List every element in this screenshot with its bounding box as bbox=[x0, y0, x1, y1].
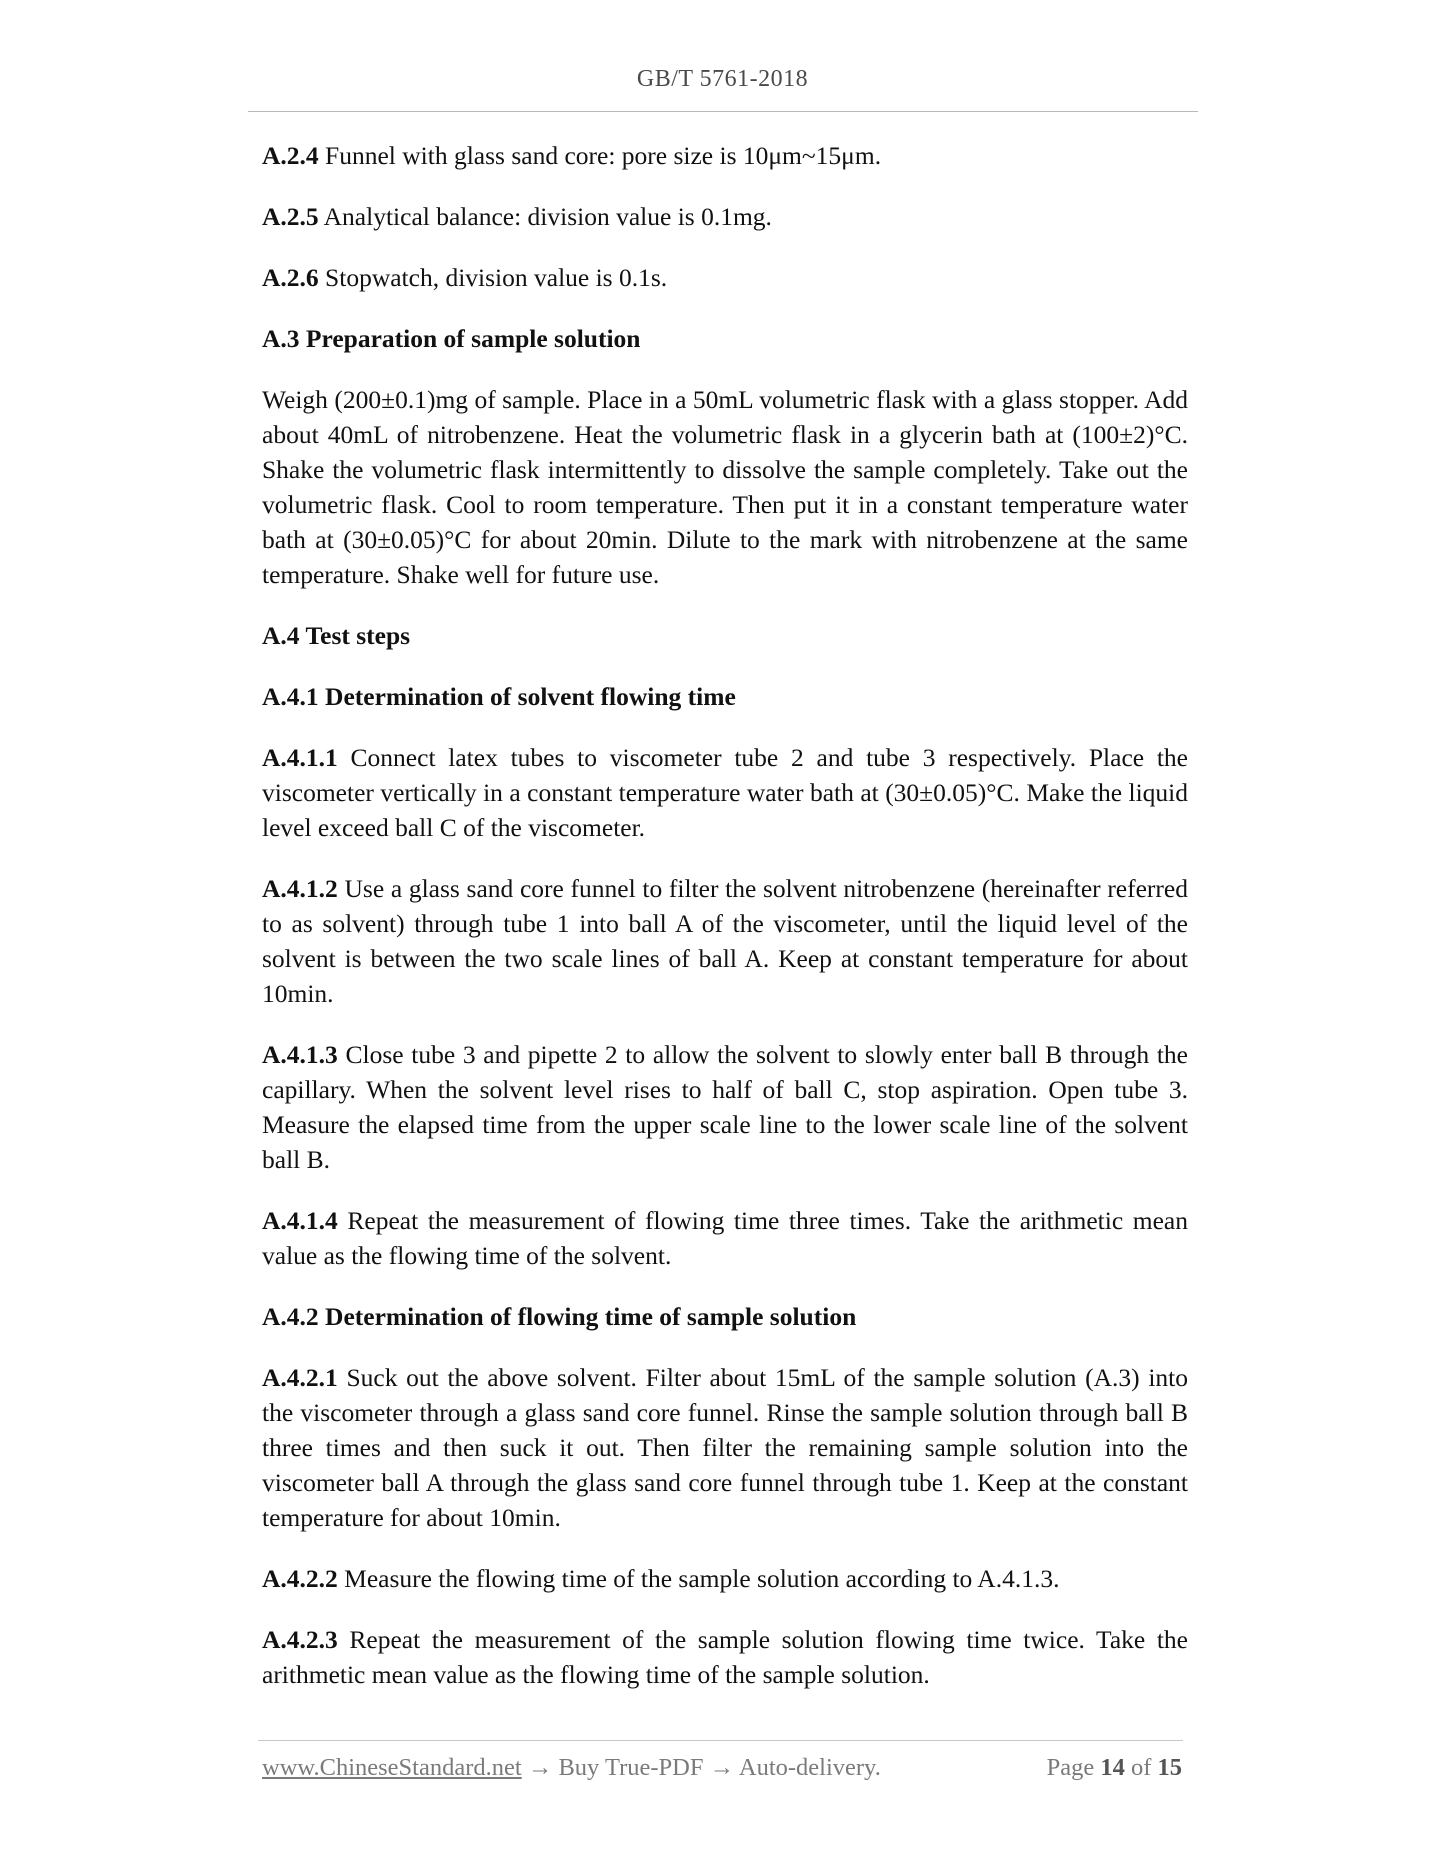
clause-text: Analytical balance: division value is 0.1mg. bbox=[318, 202, 772, 231]
clause-a-4-1-3 bbox=[262, 1037, 1188, 1177]
arrow-right-icon: → bbox=[709, 1754, 735, 1781]
clause-text: Close tube 3 and pipette 2 to allow the solvent to slowly enter ball B through the capillary. When the solvent level rises to half of ball C, stop aspiration. Open tube 3. Measure the elapsed time from the upper scale line to the lower scale line of the solvent ball B. bbox=[262, 1040, 1188, 1174]
clause-number: A.2.6 bbox=[262, 263, 319, 292]
document-body bbox=[262, 138, 1188, 1718]
page-current: 14 bbox=[1100, 1754, 1125, 1781]
section-heading-a-4-1: A.4.1 Determination of solvent flowing time bbox=[262, 682, 736, 711]
header-divider bbox=[248, 111, 1198, 112]
clause-number: A.4.2.2 bbox=[262, 1564, 338, 1593]
page-total: 15 bbox=[1157, 1754, 1182, 1781]
clause-number: A.4.2.1 bbox=[262, 1363, 338, 1392]
clause-number: A.2.4 bbox=[262, 141, 319, 170]
page-label: Page bbox=[1046, 1754, 1095, 1781]
clause-text: Repeat the measurement of flowing time three times. Take the arithmetic mean value as the flowing time of the solvent. bbox=[262, 1206, 1188, 1270]
arrow-right-icon: → bbox=[527, 1754, 553, 1781]
clause-text: Connect latex tubes to viscometer tube 2 and tube 3 respectively. Place the viscometer vertically in a constant temperature water bath at (30±0.05)°C. Make the liquid level exceed ball C of the viscometer. bbox=[262, 743, 1188, 842]
clause-a-4-1-2 bbox=[262, 871, 1188, 1011]
clause-a-4-1-1 bbox=[262, 740, 1188, 845]
auto-delivery-label: Auto-delivery. bbox=[738, 1754, 881, 1781]
footer-divider bbox=[258, 1740, 1183, 1741]
clause-number: A.4.2.3 bbox=[262, 1625, 338, 1654]
site-link[interactable]: www.ChineseStandard.net bbox=[262, 1754, 522, 1781]
section-heading-a-3: A.3 Preparation of sample solution bbox=[262, 324, 641, 353]
clause-text: Repeat the measurement of the sample solution flowing time twice. Take the arithmetic mean value as the flowing time of the sample solution. bbox=[262, 1625, 1188, 1689]
buy-true-pdf-link[interactable]: Buy True-PDF bbox=[558, 1754, 704, 1781]
clause-number: A.2.5 bbox=[262, 202, 319, 231]
page-footer bbox=[262, 1754, 1182, 1790]
clause-number: A.4.1.3 bbox=[262, 1040, 338, 1069]
clause-a-4-2-3 bbox=[262, 1622, 1188, 1692]
section-heading-a-4: A.4 Test steps bbox=[262, 621, 411, 650]
clause-a-4-2-1 bbox=[262, 1360, 1188, 1535]
clause-a-4-1-4 bbox=[262, 1203, 1188, 1273]
clause-number: A.4.1.1 bbox=[262, 743, 338, 772]
clause-a-2-4 bbox=[262, 138, 1188, 173]
sample-preparation-paragraph: Weigh (200±0.1)mg of sample. Place in a 50mL volumetric flask with a glass stopper. Add about 40mL of nitrobenzene. Heat the volumetric flask in a glycerin bath at (100±2)°C. Shake the volumetric flask intermittently to dissolve the sample completely. Take out the volumetric flask. Cool to room temperature. Then put it in a constant temperature water bath at (30±0.05)°C for about 20min. Dilute to the mark with nitrobenzene at the same temperature. Shake well for future use. bbox=[262, 385, 1188, 589]
clause-text: Measure the flowing time of the sample solution according to A.4.1.3. bbox=[337, 1564, 1060, 1593]
clause-text: Use a glass sand core funnel to filter the solvent nitrobenzene (hereinafter referred to as solvent) through tube 1 into ball A of the viscometer, until the liquid level of the solvent is between the two scale lines of ball A. Keep at constant temperature for about 10min. bbox=[262, 874, 1188, 1008]
clause-number: A.4.1.2 bbox=[262, 874, 338, 903]
of-label: of bbox=[1130, 1754, 1152, 1781]
clause-number: A.4.1.4 bbox=[262, 1206, 338, 1235]
page-number bbox=[1047, 1754, 1182, 1782]
document-standard-id: GB/T 5761-2018 bbox=[636, 66, 809, 92]
footer-promo bbox=[262, 1754, 881, 1782]
clause-a-2-6 bbox=[262, 260, 1188, 295]
clause-a-4-2-2 bbox=[262, 1561, 1188, 1596]
section-heading-a-4-2: A.4.2 Determination of flowing time of sample solution bbox=[262, 1302, 857, 1331]
clause-text: Stopwatch, division value is 0.1s. bbox=[318, 263, 668, 292]
clause-text: Funnel with glass sand core: pore size is 10μm~15μm. bbox=[318, 141, 882, 170]
clause-a-2-5 bbox=[262, 199, 1188, 234]
clause-text: Suck out the above solvent. Filter about 15mL of the sample solution (A.3) into the viscometer through a glass sand core funnel. Rinse the sample solution through ball B three times and then suck it out. Then filter the remaining sample solution into the viscometer ball A through the glass sand core funnel through tube 1. Keep at the constant temperature for about 10min. bbox=[262, 1363, 1188, 1532]
